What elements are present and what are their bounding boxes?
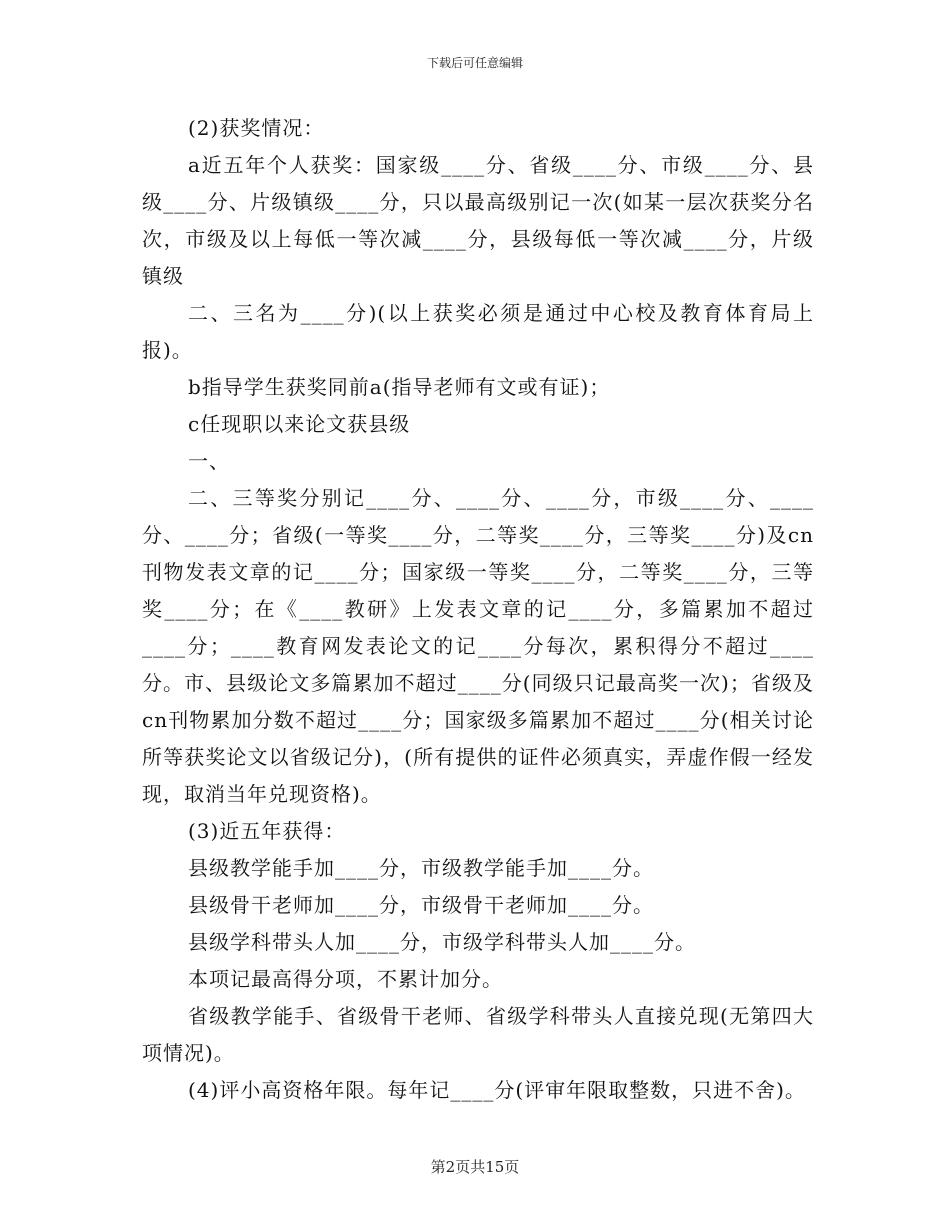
document-body (142, 110, 814, 1109)
paragraph-teaching-expert: 县级教学能手加____分，市级教学能手加____分。 (188, 856, 654, 880)
paragraph-student-guidance: b指导学生获奖同前a(指导老师有文或有证)； (188, 375, 611, 399)
paragraph-recent-five-years: (3)近五年获得： (188, 819, 346, 843)
paragraph-backbone-teacher: 县级骨干老师加____分，市级骨干老师加____分。 (188, 893, 654, 917)
paragraph-provincial-direct: 省级教学能手、省级骨干老师、省级学科带头人直接兑现(无第四大项情况)。 (142, 1004, 814, 1065)
paragraph-qualification-years: (4)评小高资格年限。每年记____分(评审年限取整数，只进不舍)。 (188, 1078, 806, 1102)
paragraph-max-score-note: 本项记最高得分项，不累计加分。 (188, 967, 503, 991)
paragraph-thesis-county: c任现职以来论文获县级 (188, 412, 411, 436)
paragraph-thesis-scoring: 二、三等奖分别记____分、____分、____分，市级____分、____分、____分；省级(一等奖____分，二等奖____分，三等奖____分)及cn刊物发表文章的记____分；国家级一等奖____分，二等奖____分，三等奖____分；在《____教研》上发表文章的记____分，多篇累加不超过____分；____教育网发表论文的记____分每次，累积得分不超过____分。市、县级论文多篇累加不超过____分(同级只记最高奖一次)；省级及cn刊物累加分数不超过____分；国家级多篇累加不超过____分(相关讨论所等获奖论文以省级记分)，(所有提供的证件必须真实，弄虚作假一经发现，取消当年兑现资格)。 (142, 486, 814, 806)
paragraph-subject-leader: 县级学科带头人加____分，市级学科带头人加____分。 (188, 930, 696, 954)
page-number-footer: 第2页共15页 (430, 1158, 520, 1176)
paragraph-first: 一、 (188, 449, 230, 473)
paragraph-awards-heading: (2)获奖情况： (188, 116, 325, 140)
page-header: 下载后可任意编辑 (426, 56, 523, 70)
paragraph-personal-awards: a近五年个人获奖：国家级____分、省级____分、市级____分、县级____分、片级镇级____分，只以最高级别记一次(如某一层次获奖分名次，市级及以上每低一等次减____分，县级每低一等次减____分，片级镇级 (142, 153, 814, 288)
paragraph-second-third-place: 二、三名为____分)(以上获奖必须是通过中心校及教育体育局上报)。 (142, 301, 814, 362)
